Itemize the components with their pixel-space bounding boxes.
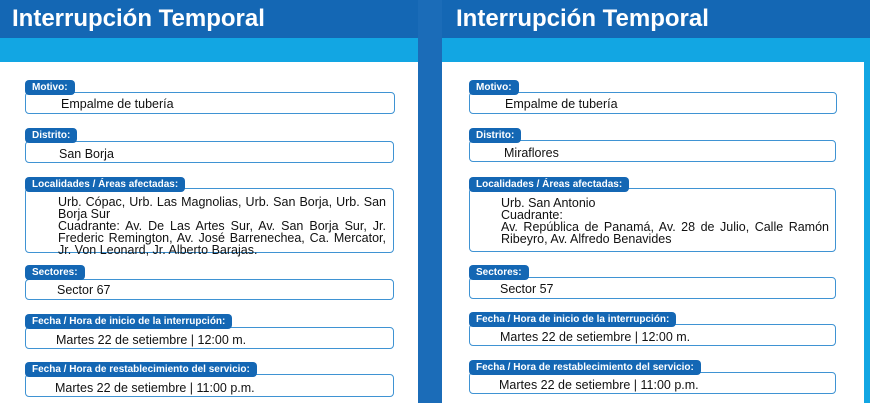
localidades-label: Localidades / Áreas afectadas: bbox=[25, 177, 185, 192]
inicio-value: Martes 22 de setiembre | 12:00 m. bbox=[500, 330, 691, 344]
inicio-box bbox=[469, 324, 836, 346]
motivo-label: Motivo: bbox=[25, 80, 75, 95]
distrito-label: Distrito: bbox=[469, 128, 521, 143]
sectores-box bbox=[469, 277, 836, 299]
localidades-text bbox=[501, 197, 829, 245]
restablecimiento-value: Martes 22 de setiembre | 11:00 p.m. bbox=[55, 381, 255, 395]
accent-bar bbox=[442, 38, 870, 62]
inicio-label: Fecha / Hora de inicio de la interrupción: bbox=[469, 312, 676, 327]
localidades-line: Cuadrante: Av. De Las Artes Sur, Av. San Borja Sur, Jr. bbox=[58, 219, 386, 233]
localidades-line: Borja Sur bbox=[58, 207, 111, 221]
notice-title: Interrupción Temporal bbox=[0, 0, 418, 38]
motivo-value: Empalme de tubería bbox=[505, 97, 618, 111]
notice-title: Interrupción Temporal bbox=[442, 0, 870, 38]
distrito-box bbox=[469, 140, 836, 162]
localidades-line: Ribeyro, Av. Alfredo Benavides bbox=[501, 232, 672, 246]
distrito-value: San Borja bbox=[59, 147, 114, 161]
restablecimiento-label: Fecha / Hora de restablecimiento del servicio: bbox=[469, 360, 701, 375]
localidades-box bbox=[25, 188, 394, 257]
distrito-label: Distrito: bbox=[25, 128, 77, 143]
localidades-label: Localidades / Áreas afectadas: bbox=[469, 177, 629, 192]
restablecimiento-label: Fecha / Hora de restablecimiento del servicio: bbox=[25, 362, 257, 377]
restablecimiento-value: Martes 22 de setiembre | 11:00 p.m. bbox=[499, 378, 699, 392]
restablecimiento-box bbox=[469, 372, 836, 394]
inicio-value: Martes 22 de setiembre | 12:00 m. bbox=[56, 333, 247, 347]
distrito-box bbox=[25, 141, 394, 163]
accent-edge bbox=[864, 62, 870, 403]
sectores-value: Sector 67 bbox=[57, 283, 111, 297]
motivo-box bbox=[469, 92, 837, 114]
sectores-label: Sectores: bbox=[469, 265, 529, 280]
distrito-value: Miraflores bbox=[504, 146, 559, 160]
localidades-box bbox=[469, 188, 836, 252]
motivo-label: Motivo: bbox=[469, 80, 519, 95]
inicio-label: Fecha / Hora de inicio de la interrupción: bbox=[25, 314, 232, 329]
localidades-line: Av. República de Panamá, Av. 28 de Julio, Calle Ramón bbox=[501, 220, 829, 234]
motivo-value: Empalme de tubería bbox=[61, 97, 174, 111]
restablecimiento-box bbox=[25, 374, 394, 397]
localidades-line: Cuadrante: bbox=[501, 208, 563, 222]
right-notice-panel bbox=[442, 0, 870, 403]
sectores-label: Sectores: bbox=[25, 265, 85, 280]
accent-bar bbox=[0, 38, 418, 62]
localidades-line: Frederic Remington, Av. José Barrenechea, Ca. Mercator, bbox=[58, 231, 386, 245]
localidades-line: Jr. Von Leonard, Jr. Alberto Barajas. bbox=[58, 243, 258, 257]
localidades-line: Urb. Cópac, Urb. Las Magnolias, Urb. San Borja, Urb. San bbox=[58, 195, 386, 209]
motivo-box bbox=[25, 92, 395, 114]
localidades-line: Urb. San Antonio bbox=[501, 196, 596, 210]
panel-divider bbox=[418, 0, 442, 403]
sectores-box bbox=[25, 279, 394, 300]
sectores-value: Sector 57 bbox=[500, 282, 554, 296]
localidades-text bbox=[58, 196, 386, 256]
inicio-box bbox=[25, 327, 394, 349]
left-notice-panel bbox=[0, 0, 418, 403]
